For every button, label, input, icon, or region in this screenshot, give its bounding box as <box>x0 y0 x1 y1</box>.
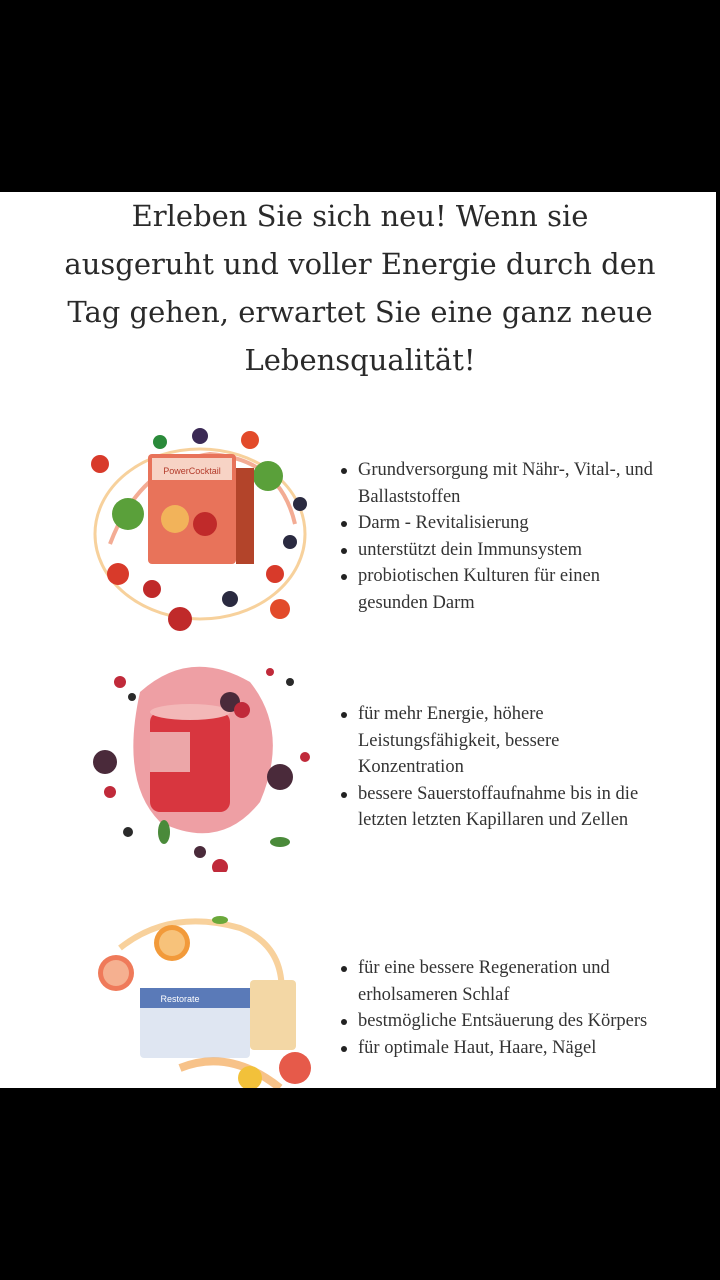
benefit-item: bestmögliche Entsäuerung des Körpers <box>338 1008 658 1035</box>
bottom-letterbox <box>0 1088 720 1280</box>
activize-benefits <box>338 701 658 834</box>
powercocktail-box-label: PowerCocktail <box>163 466 221 476</box>
restorate-box-label: Restorate <box>160 994 200 1004</box>
benefit-item: für mehr Energie, höhere Leistungsfähigkeit, bessere Konzentration <box>338 701 658 781</box>
headline-line-1: Erleben Sie sich neu! Wenn sie <box>131 199 589 233</box>
headline-line-2: ausgeruht und voller Energie durch den <box>64 247 656 281</box>
benefit-item: probiotischen Kulturen für einen gesunden Darm <box>338 563 658 616</box>
benefit-item: Grundversorgung mit Nähr-, Vital-, und Ballaststoffen <box>338 457 658 510</box>
activize-can-icon <box>80 652 320 872</box>
promo-card <box>0 192 716 1088</box>
benefit-item: für eine bessere Regeneration und erholsameren Schlaf <box>338 955 658 1008</box>
powercocktail-benefits <box>338 457 658 616</box>
top-letterbox <box>0 0 720 192</box>
benefit-item: bessere Sauerstoffaufnahme bis in die letzten letzten Kapillaren und Zellen <box>338 781 658 834</box>
benefit-item: für optimale Haut, Haare, Nägel <box>338 1035 658 1062</box>
benefit-item: unterstützt dein Immunsystem <box>338 537 658 564</box>
headline-line-3: Tag gehen, erwartet Sie eine ganz neue <box>67 295 653 329</box>
powercocktail-product-image <box>80 424 320 644</box>
benefit-item: Darm - Revitalisierung <box>338 510 658 537</box>
headline-line-4: Lebensqualität! <box>244 343 476 377</box>
headline <box>40 192 680 384</box>
restorate-benefits <box>338 955 658 1061</box>
restorate-product-image <box>80 888 320 1088</box>
activize-product-image <box>80 652 320 872</box>
restorate-box-icon <box>80 888 320 1088</box>
powercocktail-box-icon <box>80 424 320 644</box>
